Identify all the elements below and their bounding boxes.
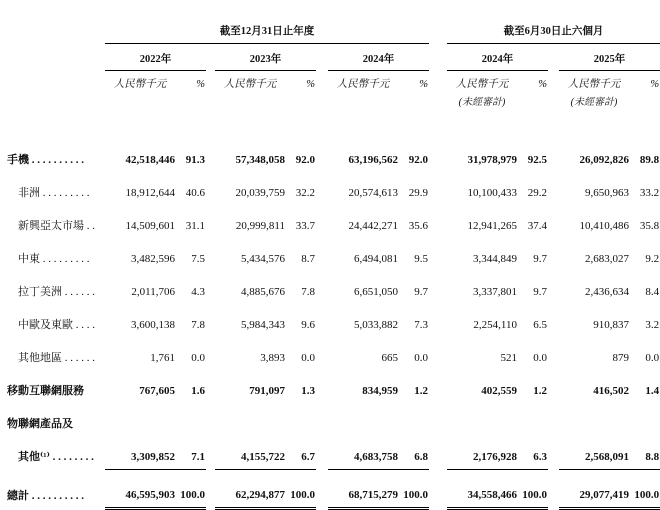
table-body bbox=[7, 139, 660, 509]
value-cell: 62,294,877 bbox=[215, 470, 285, 509]
value-cell: 3,893 bbox=[260, 351, 285, 364]
unit-label: 人民幣千元 bbox=[223, 79, 277, 91]
percent-cell: 31.1 bbox=[185, 219, 205, 232]
spacer-cell bbox=[429, 403, 447, 436]
percent-cell: 0.0 bbox=[414, 351, 428, 364]
percent-cell: 35.6 bbox=[408, 219, 428, 232]
group-header-interim: 截至6月30日止六個月 bbox=[447, 14, 660, 44]
value-cell: 6,494,081 bbox=[354, 252, 398, 265]
percent-cell: 6.7 bbox=[285, 436, 316, 470]
percent-cell: 8.4 bbox=[645, 285, 660, 298]
spacer-cell bbox=[548, 172, 559, 205]
percent-cell: 92.0 bbox=[408, 153, 428, 166]
percent-cell: 1.6 bbox=[191, 384, 205, 397]
percent-cell: 40.6 bbox=[185, 186, 205, 199]
spacer-cell bbox=[429, 436, 447, 470]
value-cell: 665 bbox=[381, 351, 398, 364]
value-cell: 34,558,466 bbox=[447, 470, 517, 509]
spacer-cell bbox=[429, 470, 447, 509]
percent-cell: 100.0 bbox=[517, 470, 548, 509]
percent-cell: 1.4 bbox=[645, 384, 660, 397]
value-cell: 4,683,758 bbox=[328, 436, 398, 470]
row-label: 新興亞太市場 . . bbox=[18, 219, 95, 232]
value-cell: 9,650,963 bbox=[585, 186, 629, 199]
percent-cell bbox=[398, 403, 429, 436]
percent-label: % bbox=[419, 79, 428, 91]
percent-label: % bbox=[196, 79, 205, 91]
value-cell bbox=[559, 403, 629, 436]
percent-cell bbox=[175, 403, 206, 436]
value-cell: 26,092,826 bbox=[579, 153, 629, 166]
value-cell: 24,442,271 bbox=[348, 219, 398, 232]
unaudited-label: (未經審計) bbox=[570, 97, 618, 108]
percent-cell: 9.6 bbox=[301, 318, 315, 331]
spacer-cell bbox=[429, 271, 447, 304]
percent-label: % bbox=[538, 79, 547, 91]
value-cell bbox=[447, 403, 517, 436]
value-cell: 910,837 bbox=[593, 318, 629, 331]
percent-cell: 29.9 bbox=[408, 186, 428, 199]
spacer-cell bbox=[316, 304, 328, 337]
value-cell: 42,518,446 bbox=[125, 153, 175, 166]
percent-cell: 29.2 bbox=[527, 186, 547, 199]
percent-cell: 100.0 bbox=[398, 470, 429, 509]
value-cell: 416,502 bbox=[593, 384, 629, 397]
spacer-cell bbox=[316, 370, 328, 403]
value-cell: 14,509,601 bbox=[125, 219, 175, 232]
spacer-cell bbox=[206, 470, 215, 509]
unit-label: 人民幣千元 bbox=[455, 79, 509, 91]
unit-label: 人民幣千元 bbox=[113, 79, 167, 91]
row-label: 其他地區 . . . . . . bbox=[18, 351, 95, 364]
value-cell: 18,912,644 bbox=[125, 186, 175, 199]
spacer-cell bbox=[316, 205, 328, 238]
spacer-cell bbox=[429, 370, 447, 403]
percent-label: % bbox=[650, 79, 660, 91]
year-header-2022: 2022年 bbox=[105, 44, 206, 71]
spacer-cell bbox=[548, 304, 559, 337]
spacer-cell bbox=[548, 403, 559, 436]
table-row bbox=[7, 172, 660, 205]
value-cell: 10,410,486 bbox=[579, 219, 629, 232]
table-row bbox=[7, 436, 660, 470]
value-cell: 1,761 bbox=[150, 351, 175, 364]
spacer-cell bbox=[548, 436, 559, 470]
value-cell bbox=[105, 403, 175, 436]
percent-cell: 9.7 bbox=[414, 285, 428, 298]
percent-cell: 0.0 bbox=[191, 351, 205, 364]
value-cell: 63,196,562 bbox=[348, 153, 398, 166]
year-header-2024: 2024年 bbox=[328, 44, 429, 71]
unit-label: 人民幣千元 bbox=[336, 79, 390, 91]
row-label: 中東 . . . . . . . . . bbox=[18, 252, 90, 265]
percent-cell: 1.2 bbox=[533, 384, 547, 397]
value-cell: 791,097 bbox=[249, 384, 285, 397]
value-cell: 20,039,759 bbox=[235, 186, 285, 199]
percent-cell: 7.8 bbox=[301, 285, 315, 298]
value-cell: 12,941,265 bbox=[467, 219, 517, 232]
value-cell: 3,309,852 bbox=[105, 436, 175, 470]
row-label: 中歐及東歐 . . . . bbox=[18, 318, 95, 331]
spacer-cell bbox=[206, 337, 215, 370]
value-cell: 2,683,027 bbox=[585, 252, 629, 265]
year-header-2025-interim: 2025年 bbox=[559, 44, 660, 71]
percent-cell: 8.7 bbox=[301, 252, 315, 265]
value-cell: 2,568,091 bbox=[559, 436, 629, 470]
value-cell: 6,651,050 bbox=[354, 285, 398, 298]
row-label: 總計 . . . . . . . . . . bbox=[7, 490, 84, 503]
value-cell: 3,600,138 bbox=[131, 318, 175, 331]
percent-cell: 9.7 bbox=[533, 252, 547, 265]
value-cell: 29,077,419 bbox=[559, 470, 629, 509]
value-cell: 10,100,433 bbox=[467, 186, 517, 199]
year-header-2024-interim: 2024年 bbox=[447, 44, 548, 71]
value-cell bbox=[328, 403, 398, 436]
percent-cell bbox=[517, 403, 548, 436]
percent-label: % bbox=[306, 79, 315, 91]
percent-cell: 100.0 bbox=[285, 470, 316, 509]
spacer-cell bbox=[429, 337, 447, 370]
percent-cell: 3.2 bbox=[645, 318, 660, 331]
value-cell: 5,434,576 bbox=[241, 252, 285, 265]
spacer-cell bbox=[206, 172, 215, 205]
value-cell: 767,605 bbox=[139, 384, 175, 397]
value-cell: 402,559 bbox=[481, 384, 517, 397]
spacer-cell bbox=[206, 271, 215, 304]
percent-cell: 7.1 bbox=[175, 436, 206, 470]
percent-cell: 33.7 bbox=[295, 219, 315, 232]
unit-header-row bbox=[7, 71, 660, 94]
row-label: 移動互聯網服務 bbox=[7, 384, 84, 397]
spacer-cell bbox=[206, 436, 215, 470]
table-row bbox=[7, 304, 660, 337]
table-row bbox=[7, 238, 660, 271]
percent-cell: 100.0 bbox=[629, 470, 660, 509]
percent-cell: 1.3 bbox=[301, 384, 315, 397]
percent-cell: 37.4 bbox=[527, 219, 547, 232]
year-header-2023: 2023年 bbox=[215, 44, 316, 71]
percent-cell: 0.0 bbox=[645, 351, 660, 364]
spacer-cell bbox=[316, 271, 328, 304]
value-cell bbox=[215, 403, 285, 436]
value-cell: 834,959 bbox=[362, 384, 398, 397]
percent-cell: 32.2 bbox=[295, 186, 315, 199]
spacer-cell bbox=[316, 172, 328, 205]
table-row bbox=[7, 337, 660, 370]
percent-cell: 92.0 bbox=[295, 153, 315, 166]
value-cell: 2,436,634 bbox=[585, 285, 629, 298]
row-label: 物聯網產品及 bbox=[7, 417, 73, 430]
spacer-cell bbox=[316, 403, 328, 436]
spacer-cell bbox=[206, 238, 215, 271]
percent-cell: 9.2 bbox=[645, 252, 660, 265]
value-cell: 2,011,706 bbox=[131, 285, 175, 298]
row-label: 手機 . . . . . . . . . . bbox=[7, 153, 84, 166]
spacer-cell bbox=[206, 370, 215, 403]
header-body-gap bbox=[7, 108, 660, 139]
value-cell: 3,337,801 bbox=[473, 285, 517, 298]
value-cell: 521 bbox=[500, 351, 517, 364]
value-cell: 879 bbox=[612, 351, 629, 364]
percent-cell: 1.2 bbox=[414, 384, 428, 397]
spacer-cell bbox=[206, 205, 215, 238]
percent-cell: 8.8 bbox=[629, 436, 660, 470]
value-cell: 4,885,676 bbox=[241, 285, 285, 298]
spacer-cell bbox=[548, 139, 559, 172]
value-cell: 2,176,928 bbox=[447, 436, 517, 470]
spacer-cell bbox=[548, 370, 559, 403]
spacer-cell bbox=[206, 403, 215, 436]
year-header-row bbox=[7, 44, 660, 71]
value-cell: 20,574,613 bbox=[348, 186, 398, 199]
table-row bbox=[7, 370, 660, 403]
spacer-cell bbox=[429, 238, 447, 271]
percent-cell: 0.0 bbox=[301, 351, 315, 364]
spacer-cell bbox=[429, 172, 447, 205]
percent-cell: 7.8 bbox=[191, 318, 205, 331]
spacer-cell bbox=[548, 271, 559, 304]
unaudited-row bbox=[7, 93, 660, 108]
percent-cell: 9.7 bbox=[533, 285, 547, 298]
value-cell: 2,254,110 bbox=[473, 318, 517, 331]
value-cell: 5,033,882 bbox=[354, 318, 398, 331]
spacer-cell bbox=[206, 139, 215, 172]
table-row bbox=[7, 470, 660, 509]
table-row bbox=[7, 205, 660, 238]
percent-cell: 6.5 bbox=[533, 318, 547, 331]
table-row bbox=[7, 139, 660, 172]
value-cell: 57,348,058 bbox=[235, 153, 285, 166]
value-cell: 20,999,811 bbox=[235, 219, 285, 232]
value-cell: 46,595,903 bbox=[105, 470, 175, 509]
percent-cell: 9.5 bbox=[414, 252, 428, 265]
table-header bbox=[7, 14, 660, 139]
percent-cell: 7.5 bbox=[191, 252, 205, 265]
spacer-cell bbox=[316, 238, 328, 271]
unit-label: 人民幣千元 bbox=[567, 79, 621, 91]
value-cell: 68,715,279 bbox=[328, 470, 398, 509]
spacer-cell bbox=[548, 337, 559, 370]
percent-cell: 89.8 bbox=[639, 153, 660, 166]
spacer-cell bbox=[429, 304, 447, 337]
percent-cell: 0.0 bbox=[533, 351, 547, 364]
row-label: 非洲 . . . . . . . . . bbox=[18, 186, 90, 199]
percent-cell: 6.8 bbox=[398, 436, 429, 470]
percent-cell: 91.3 bbox=[185, 153, 205, 166]
spacer-cell bbox=[429, 139, 447, 172]
table-row bbox=[7, 403, 660, 436]
spacer-cell bbox=[548, 470, 559, 509]
spacer-cell bbox=[429, 205, 447, 238]
table-row bbox=[7, 271, 660, 304]
percent-cell: 33.2 bbox=[639, 186, 660, 199]
spacer-cell bbox=[316, 337, 328, 370]
percent-cell: 4.3 bbox=[191, 285, 205, 298]
value-cell: 4,155,722 bbox=[215, 436, 285, 470]
value-cell: 3,344,849 bbox=[473, 252, 517, 265]
unaudited-label: (未經審計) bbox=[458, 97, 506, 108]
group-header-row bbox=[7, 14, 660, 44]
value-cell: 3,482,596 bbox=[131, 252, 175, 265]
percent-cell: 92.5 bbox=[527, 153, 547, 166]
spacer-cell bbox=[548, 205, 559, 238]
spacer-cell bbox=[206, 304, 215, 337]
spacer-cell bbox=[548, 238, 559, 271]
percent-cell: 35.8 bbox=[639, 219, 660, 232]
spacer-cell bbox=[316, 139, 328, 172]
row-label: 其他⁽¹⁾ . . . . . . . . bbox=[18, 451, 94, 464]
percent-cell bbox=[629, 403, 660, 436]
group-header-annual: 截至12月31日止年度 bbox=[105, 14, 429, 44]
row-label: 拉丁美洲 . . . . . . bbox=[18, 285, 95, 298]
value-cell: 31,978,979 bbox=[467, 153, 517, 166]
percent-cell: 6.3 bbox=[517, 436, 548, 470]
value-cell: 5,984,343 bbox=[241, 318, 285, 331]
spacer-cell bbox=[316, 436, 328, 470]
percent-cell: 7.3 bbox=[414, 318, 428, 331]
percent-cell: 100.0 bbox=[175, 470, 206, 509]
spacer-cell bbox=[316, 470, 328, 509]
revenue-breakdown-table bbox=[7, 14, 660, 510]
percent-cell bbox=[285, 403, 316, 436]
